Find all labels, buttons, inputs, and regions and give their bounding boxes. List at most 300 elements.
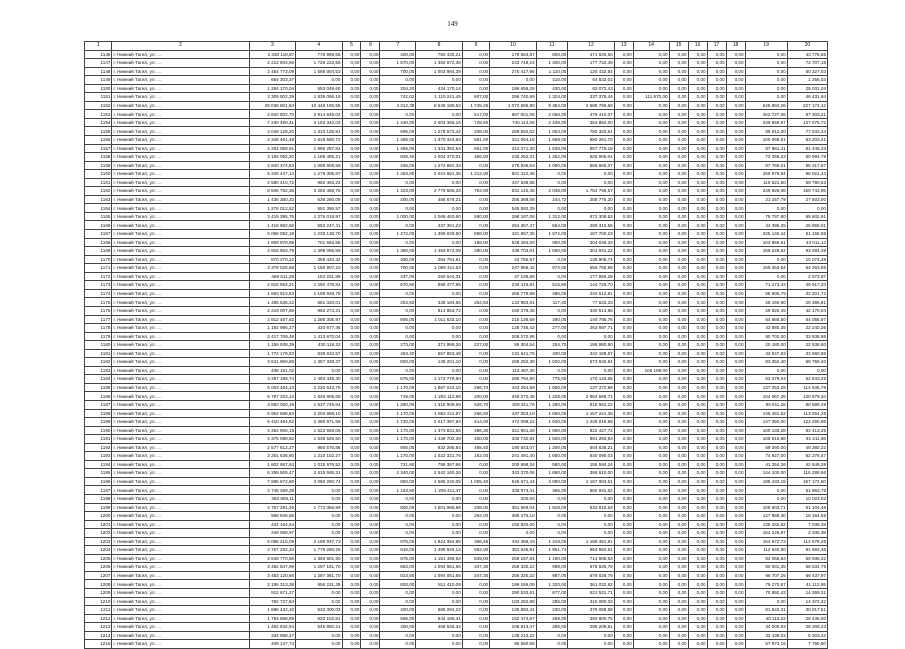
value-cell: 1 020,00 xyxy=(536,358,568,367)
value-cell: 3 153 342,03 xyxy=(296,118,342,127)
value-cell: 0,00 xyxy=(342,230,361,239)
value-cell: 32 201,72 xyxy=(787,289,827,298)
value-cell: 0,00 xyxy=(745,76,787,85)
value-cell: 0,00 xyxy=(688,161,707,170)
value-cell: 14 372,32 xyxy=(787,597,827,606)
value-cell: 0,00 xyxy=(633,571,669,580)
value-cell: 0,00 xyxy=(361,580,380,589)
value-cell: 490,00 xyxy=(536,289,568,298)
value-cell: 400,00 xyxy=(380,606,416,615)
value-cell: 0,00 xyxy=(707,272,726,281)
value-cell: 0,00 xyxy=(745,67,787,76)
value-cell: 269 252,38 xyxy=(490,358,536,367)
value-cell: 0,00 xyxy=(633,84,669,93)
value-cell: 0,00 xyxy=(296,589,342,598)
value-cell: 434 677,36 xyxy=(296,324,342,333)
value-cell: 371 989,26 xyxy=(416,341,462,350)
value-cell: 0,00 xyxy=(342,358,361,367)
value-cell: 159 353,84 xyxy=(745,264,787,273)
value-cell: 1 972,00 xyxy=(536,230,568,239)
value-cell: 0,00 xyxy=(707,76,726,85)
value-cell: 0,00 xyxy=(462,614,489,623)
value-cell: 62 379,04 xyxy=(745,375,787,384)
value-cell: 0,00 xyxy=(726,315,745,324)
value-cell: 987 001,05 xyxy=(490,110,536,119)
address-cell: г. Нижний Тагил, ул. … xyxy=(112,640,249,649)
value-cell: 1 011 633,10 xyxy=(416,315,462,324)
row-number: 1177 xyxy=(85,315,112,324)
value-cell: 98 021,44 xyxy=(787,170,827,179)
value-cell: 0,00 xyxy=(416,178,462,187)
value-cell: 131 641,75 xyxy=(490,349,536,358)
value-cell: 0,00 xyxy=(669,546,688,555)
value-cell: 0,00 xyxy=(342,255,361,264)
value-cell: 838,40 xyxy=(380,153,416,162)
value-cell: 289 315,56 xyxy=(568,221,614,230)
value-cell: 0,00 xyxy=(361,281,380,290)
value-cell: 0,00 xyxy=(707,50,726,59)
value-cell: 0,00 xyxy=(633,136,669,145)
value-cell: 638 810,57 xyxy=(296,349,342,358)
value-cell: 0,00 xyxy=(342,195,361,204)
value-cell: 71 173,44 xyxy=(745,281,787,290)
table-row xyxy=(85,349,828,358)
value-cell: 0,00 xyxy=(707,118,726,127)
value-cell: 1 341 352,54 xyxy=(416,144,462,153)
row-number: 1190 xyxy=(85,426,112,435)
value-cell: 678 825,79 xyxy=(568,563,614,572)
value-cell: 0,00 xyxy=(462,255,489,264)
value-cell: 0,00 xyxy=(614,392,633,401)
table-row xyxy=(85,178,828,187)
value-cell: 1 199 451,91 xyxy=(568,537,614,546)
value-cell: 1 252,00 xyxy=(536,153,568,162)
value-cell: 365,00 xyxy=(536,486,568,495)
value-cell: 532 300,03 xyxy=(296,606,342,615)
value-cell: 0,00 xyxy=(726,571,745,580)
value-cell: 1 453,60 xyxy=(380,170,416,179)
value-cell: 0,00 xyxy=(342,76,361,85)
value-cell: 0,00 xyxy=(361,170,380,179)
address-cell: г. Нижний Тагил, ул. … xyxy=(112,67,249,76)
value-cell: 1 499 926,14 xyxy=(416,546,462,555)
value-cell: 0,00 xyxy=(688,170,707,179)
address-cell: г. Нижний Тагил, ул. … xyxy=(112,554,249,563)
value-cell: 1 363 872,36 xyxy=(416,59,462,68)
value-cell: 0,00 xyxy=(688,392,707,401)
value-cell: 0,00 xyxy=(614,435,633,444)
value-cell: 0,00 xyxy=(342,93,361,102)
value-cell: 0,00 xyxy=(614,324,633,333)
value-cell: 595,00 xyxy=(380,614,416,623)
value-cell: 0,00 xyxy=(688,640,707,649)
value-cell: 0,00 xyxy=(633,341,669,350)
value-cell: 0,00 xyxy=(633,101,669,110)
row-number: 1173 xyxy=(85,281,112,290)
column-header: 20 xyxy=(787,42,827,51)
value-cell: 0,00 xyxy=(361,486,380,495)
table-row xyxy=(85,118,828,127)
column-header: 8 xyxy=(416,42,462,51)
value-cell: 0,00 xyxy=(462,589,489,598)
value-cell: 0,00 xyxy=(342,452,361,461)
table-row xyxy=(85,409,828,418)
value-cell: 0,00 xyxy=(296,486,342,495)
table-row xyxy=(85,127,828,136)
table-row xyxy=(85,537,828,546)
value-cell: 93 284,39 xyxy=(787,247,827,256)
value-cell: 0,00 xyxy=(614,554,633,563)
value-cell: 0,00 xyxy=(342,118,361,127)
value-cell: 1 918,00 xyxy=(536,503,568,512)
value-cell: 0,00 xyxy=(669,324,688,333)
value-cell: 0,00 xyxy=(296,631,342,640)
value-cell: 0,00 xyxy=(342,187,361,196)
value-cell: 1 438 702,39 xyxy=(416,435,462,444)
table-row xyxy=(85,187,828,196)
address-cell: г. Нижний Тагил, ул. … xyxy=(112,306,249,315)
value-cell: 162 474,87 xyxy=(490,614,536,623)
value-cell: 0,00 xyxy=(633,178,669,187)
value-cell: 0,00 xyxy=(688,264,707,273)
value-cell: 0,00 xyxy=(688,67,707,76)
table-row xyxy=(85,640,828,649)
value-cell: 0,00 xyxy=(688,101,707,110)
value-cell: 0,00 xyxy=(726,204,745,213)
value-cell: 4 251 059,91 xyxy=(249,144,295,153)
value-cell: 154 226,87 xyxy=(745,529,787,538)
value-cell: 0,00 xyxy=(633,563,669,572)
value-cell: 1 003 984,39 xyxy=(416,67,462,76)
value-cell: 22 240,26 xyxy=(787,324,827,333)
value-cell: 4 820 502,70 xyxy=(249,110,295,119)
value-cell: 0,00 xyxy=(462,195,489,204)
value-cell: 601 422,36 xyxy=(490,170,536,179)
value-cell: 695,00 xyxy=(380,127,416,136)
value-cell: 361 032,82 xyxy=(568,580,614,589)
value-cell: 72 707,18 xyxy=(787,59,827,68)
row-number: 1213 xyxy=(85,623,112,632)
value-cell: 1 824 354,89 xyxy=(416,537,462,546)
value-cell: 0,00 xyxy=(726,358,745,367)
value-cell: 0,00 xyxy=(707,589,726,598)
value-cell: 8 646 165,52 xyxy=(416,101,462,110)
value-cell: 0,00 xyxy=(726,383,745,392)
value-cell: 1 260,00 xyxy=(380,400,416,409)
value-cell: 1 436 380,33 xyxy=(249,195,295,204)
value-cell: 0,00 xyxy=(669,187,688,196)
value-cell: 545 593,39 xyxy=(490,204,536,213)
value-cell: 0,00 xyxy=(614,264,633,273)
value-cell: 1 456,00 xyxy=(380,144,416,153)
value-cell: 79 270,67 xyxy=(745,580,787,589)
value-cell: 0,00 xyxy=(633,59,669,68)
table-row xyxy=(85,161,828,170)
address-cell: г. Нижний Тагил, ул. … xyxy=(112,631,249,640)
value-cell: 714 906,63 xyxy=(568,554,614,563)
value-cell: 86 304,54 xyxy=(490,341,536,350)
value-cell: 0,00 xyxy=(669,477,688,486)
value-cell: 652,00 xyxy=(462,546,489,555)
value-cell: 63 072,43 xyxy=(568,84,614,93)
value-cell: 0,00 xyxy=(726,247,745,256)
value-cell: 66 534,79 xyxy=(787,563,827,572)
value-cell: 645 984,26 xyxy=(745,101,787,110)
value-cell: 0,00 xyxy=(688,221,707,230)
value-cell: 0,00 xyxy=(745,366,787,375)
value-cell: 275 417,96 xyxy=(490,67,536,76)
value-cell: 0,00 xyxy=(361,264,380,273)
address-cell: г. Нижний Тагил, ул. … xyxy=(112,383,249,392)
value-cell: 0,00 xyxy=(633,426,669,435)
value-cell: 0,00 xyxy=(342,161,361,170)
value-cell: 301 931,22 xyxy=(568,247,614,256)
address-cell: г. Нижний Тагил, ул. … xyxy=(112,238,249,247)
value-cell: 295 794,90 xyxy=(490,375,536,384)
value-cell: 0,00 xyxy=(726,589,745,598)
value-cell: 2 580 410,72 xyxy=(249,178,295,187)
value-cell: 0,00 xyxy=(726,494,745,503)
value-cell: 42 047,83 xyxy=(745,349,787,358)
value-cell: 0,00 xyxy=(669,178,688,187)
value-cell: 0,00 xyxy=(462,59,489,68)
value-cell: 0,00 xyxy=(726,84,745,93)
address-cell: г. Нижний Тагил, ул. … xyxy=(112,298,249,307)
address-cell: г. Нижний Тагил, ул. … xyxy=(112,486,249,495)
value-cell: 256 330,22 xyxy=(490,571,536,580)
value-cell: 0,00 xyxy=(361,76,380,85)
value-cell: 1 726 222,56 xyxy=(296,59,342,68)
value-cell: 0,00 xyxy=(361,426,380,435)
column-header: 3 xyxy=(249,42,295,51)
value-cell: 557 853,48 xyxy=(416,349,462,358)
address-cell: г. Нижний Тагил, ул. … xyxy=(112,315,249,324)
value-cell: 0,00 xyxy=(688,571,707,580)
address-cell: г. Нижний Тагил, ул. … xyxy=(112,247,249,256)
value-cell: 0,00 xyxy=(688,289,707,298)
table-row xyxy=(85,255,828,264)
value-cell: 0,00 xyxy=(707,298,726,307)
value-cell: 0,00 xyxy=(342,324,361,333)
value-cell: 64 832,02 xyxy=(568,76,614,85)
value-cell: 1 862 211,97 xyxy=(416,409,462,418)
value-cell: 0,00 xyxy=(361,59,380,68)
value-cell: 0,00 xyxy=(688,238,707,247)
value-cell: 0,00 xyxy=(688,324,707,333)
value-cell: 1 650,00 xyxy=(536,409,568,418)
value-cell: 0,00 xyxy=(342,477,361,486)
row-number: 1167 xyxy=(85,230,112,239)
value-cell: 0,00 xyxy=(568,512,614,521)
value-cell: 136 906,74 xyxy=(568,255,614,264)
value-cell: 0,00 xyxy=(726,230,745,239)
value-cell: 0,00 xyxy=(669,315,688,324)
value-cell: 304 048,33 xyxy=(568,238,614,247)
value-cell: 0,00 xyxy=(707,537,726,546)
value-cell: 1 228 016,99 xyxy=(568,418,614,427)
value-cell: 0,00 xyxy=(688,537,707,546)
table-row xyxy=(85,264,828,273)
value-cell: 277,00 xyxy=(536,324,568,333)
value-cell: 0,00 xyxy=(688,469,707,478)
table-row xyxy=(85,426,828,435)
value-cell: 681 320,01 xyxy=(296,298,342,307)
value-cell: 0,00 xyxy=(462,580,489,589)
value-cell: 0,00 xyxy=(745,486,787,495)
value-cell: 0,00 xyxy=(361,306,380,315)
value-cell: 230,00 xyxy=(536,606,568,615)
value-cell: 1 212,00 xyxy=(462,170,489,179)
row-number: 1182 xyxy=(85,358,112,367)
value-cell: 227 174,12 xyxy=(787,101,827,110)
value-cell: 0,00 xyxy=(614,383,633,392)
value-cell: 0,00 xyxy=(342,418,361,427)
value-cell: 0,00 xyxy=(614,306,633,315)
value-cell: 351 626,91 xyxy=(490,546,536,555)
value-cell: 0,00 xyxy=(726,118,745,127)
value-cell: 0,00 xyxy=(726,306,745,315)
value-cell: 0,00 xyxy=(462,67,489,76)
value-cell: 0,00 xyxy=(633,383,669,392)
value-cell: 400,00 xyxy=(380,195,416,204)
value-cell: 964 650,61 xyxy=(568,546,614,555)
value-cell: 0,00 xyxy=(342,435,361,444)
value-cell: 0,00 xyxy=(688,443,707,452)
value-cell: 239 659,57 xyxy=(745,118,787,127)
value-cell: 1 418 982,66 xyxy=(249,221,295,230)
value-cell: 243 748,24 xyxy=(490,59,536,68)
row-number: 1211 xyxy=(85,606,112,615)
value-cell: 0,00 xyxy=(462,623,489,632)
value-cell: 517,00 xyxy=(462,110,489,119)
value-cell: 0,00 xyxy=(669,460,688,469)
value-cell: 0,00 xyxy=(361,187,380,196)
row-number: 1198 xyxy=(85,494,112,503)
value-cell: 284 791,91 xyxy=(416,255,462,264)
value-cell: 0,00 xyxy=(707,512,726,521)
value-cell: 0,00 xyxy=(633,520,669,529)
value-cell: 296 740,99 xyxy=(490,93,536,102)
value-cell: 0,00 xyxy=(688,563,707,572)
value-cell: 0,00 xyxy=(707,426,726,435)
address-cell: г. Нижний Тагил, ул. … xyxy=(112,503,249,512)
value-cell: 0,00 xyxy=(342,238,361,247)
value-cell: 43 011,14 xyxy=(787,238,827,247)
value-cell: 3 251 635,80 xyxy=(249,452,295,461)
value-cell: 0,00 xyxy=(416,366,462,375)
value-cell: 0,00 xyxy=(669,606,688,615)
value-cell: 0,00 xyxy=(688,597,707,606)
value-cell: 1 650,00 xyxy=(536,452,568,461)
value-cell: 2 954 668,71 xyxy=(568,392,614,401)
value-cell: 1 630,00 xyxy=(536,418,568,427)
value-cell: 0,00 xyxy=(380,529,416,538)
address-cell: г. Нижний Тагил, ул. … xyxy=(112,623,249,632)
value-cell: 330 513,88 xyxy=(568,306,614,315)
value-cell: 962 273,31 xyxy=(296,306,342,315)
value-cell: 625 906,04 xyxy=(568,153,614,162)
value-cell: 0,00 xyxy=(361,93,380,102)
row-number: 1165 xyxy=(85,212,112,221)
value-cell: 336 973,41 xyxy=(490,486,536,495)
value-cell: 818 562,22 xyxy=(568,400,614,409)
value-cell: 254,50 xyxy=(380,298,416,307)
value-cell: 0,00 xyxy=(707,170,726,179)
value-cell: 721,80 xyxy=(380,460,416,469)
value-cell: 0,00 xyxy=(416,76,462,85)
value-cell: 0,00 xyxy=(462,84,489,93)
address-cell: г. Нижний Тагил, ул. … xyxy=(112,76,249,85)
value-cell: 0,00 xyxy=(462,520,489,529)
value-cell: 0,00 xyxy=(633,67,669,76)
value-cell: 0,00 xyxy=(342,383,361,392)
value-cell: 0,00 xyxy=(361,400,380,409)
value-cell: 0,00 xyxy=(707,101,726,110)
value-cell: 122 290,89 xyxy=(787,418,827,427)
value-cell: 137 075,72 xyxy=(787,118,827,127)
value-cell: 0,00 xyxy=(536,631,568,640)
value-cell: 58 805,79 xyxy=(745,289,787,298)
value-cell: 200,00 xyxy=(490,494,536,503)
value-cell: 742,02 xyxy=(380,93,416,102)
value-cell: 25 031,04 xyxy=(787,84,827,93)
row-number: 1171 xyxy=(85,264,112,273)
value-cell: 199 656,28 xyxy=(490,84,536,93)
value-cell: 156 228,52 xyxy=(745,247,787,256)
value-cell: 960 575,88 xyxy=(296,443,342,452)
address-cell: г. Нижний Тагил, ул. … xyxy=(112,264,249,273)
value-cell: 3 282 468,78 xyxy=(296,187,342,196)
table-row xyxy=(85,136,828,145)
value-cell: 0,00 xyxy=(726,187,745,196)
value-cell: 0,00 xyxy=(361,67,380,76)
value-cell: 321 801,28 xyxy=(490,426,536,435)
value-cell: 0,00 xyxy=(745,204,787,213)
value-cell: 0,00 xyxy=(361,614,380,623)
table-row xyxy=(85,614,828,623)
value-cell: 0,00 xyxy=(633,512,669,521)
value-cell: 437 361,23 xyxy=(416,221,462,230)
value-cell: 2 309 502,39 xyxy=(249,93,295,102)
address-cell: г. Нижний Тагил, ул. … xyxy=(112,221,249,230)
value-cell: 0,00 xyxy=(688,298,707,307)
value-cell: 0,00 xyxy=(462,366,489,375)
value-cell: 0,00 xyxy=(669,512,688,521)
value-cell: 2 056,00 xyxy=(536,110,568,119)
value-cell: 0,00 xyxy=(669,255,688,264)
value-cell: 998,00 xyxy=(536,563,568,572)
value-cell: 0,00 xyxy=(342,554,361,563)
value-cell: 0,00 xyxy=(707,281,726,290)
address-cell: г. Нижний Тагил, ул. … xyxy=(112,426,249,435)
value-cell: 0,00 xyxy=(361,383,380,392)
value-cell: 775,00 xyxy=(536,375,568,384)
row-number: 1155 xyxy=(85,127,112,136)
row-number: 1184 xyxy=(85,375,112,384)
row-number: 1178 xyxy=(85,324,112,333)
value-cell: 84 066,84 xyxy=(745,554,787,563)
value-cell: 33 436,02 xyxy=(745,631,787,640)
value-cell: 832 295,84 xyxy=(416,443,462,452)
value-cell: 1 275 018,97 xyxy=(296,212,342,221)
value-cell: 0,00 xyxy=(669,93,688,102)
value-cell: 443 254,59 xyxy=(490,383,536,392)
value-cell: 0,00 xyxy=(707,571,726,580)
value-cell: 1 996 297,82 xyxy=(296,144,342,153)
value-cell: 0,00 xyxy=(416,520,462,529)
value-cell: 3 184 092,20 xyxy=(249,153,295,162)
value-cell: 0,00 xyxy=(614,341,633,350)
